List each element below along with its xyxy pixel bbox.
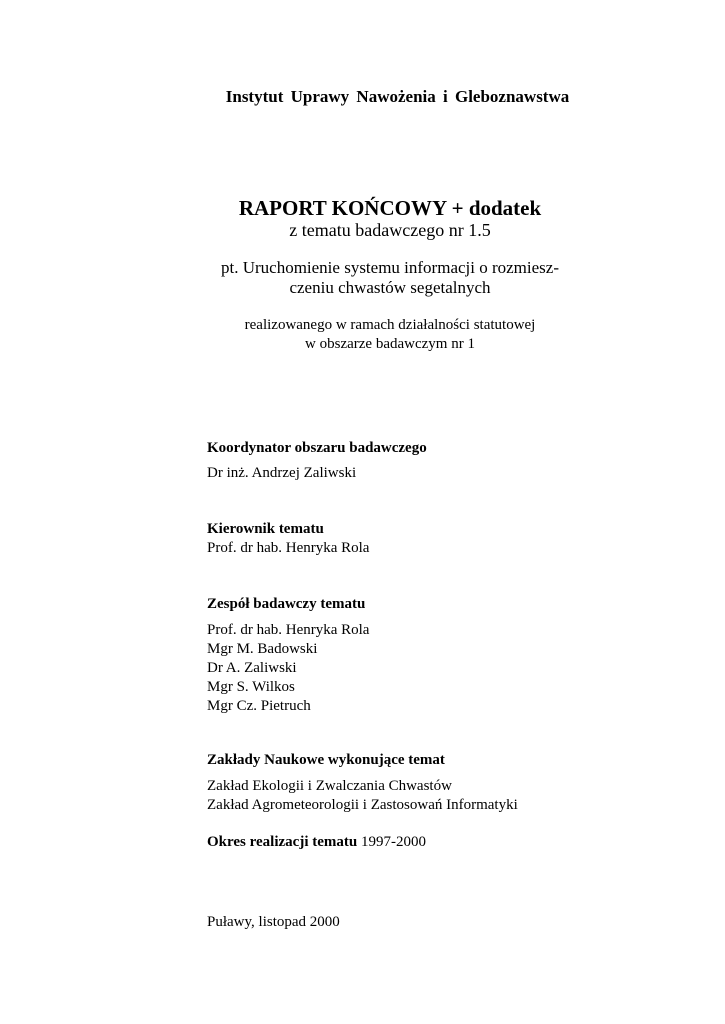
coordinator-name: Dr inż. Andrzej Zaliwski xyxy=(207,465,357,481)
units-list xyxy=(207,777,518,815)
report-subtitle: z tematu badawczego nr 1.5 xyxy=(289,220,491,240)
period-value: 1997-2000 xyxy=(360,834,426,850)
unit-item: Zakład Agrometeorologii i Zastosowań Informatyki xyxy=(207,797,518,813)
team-member: Dr A. Zaliwski xyxy=(207,660,297,676)
coordinator-label: Koordynator obszaru badawczego xyxy=(207,440,427,456)
team-member: Mgr Cz. Pietruch xyxy=(207,698,311,714)
realization-context xyxy=(0,316,725,354)
team-member: Mgr M. Badowski xyxy=(207,641,318,657)
realized-line-1: realizowanego w ramach działalności statutowej xyxy=(244,317,536,333)
leader-label: Kierownik tematu xyxy=(207,521,324,537)
realized-line-2: w obszarze badawczym nr 1 xyxy=(305,336,475,352)
team-members-list xyxy=(207,621,369,716)
units-label: Zakłady Naukowe wykonujące temat xyxy=(207,752,445,768)
team-member: Prof. dr hab. Henryka Rola xyxy=(207,622,370,638)
team-member: Mgr S. Wilkos xyxy=(207,679,295,695)
topic-line-1: pt. Uruchomienie systemu informacji o rozmiesz- xyxy=(220,258,560,277)
place-date: Puławy, listopad 2000 xyxy=(207,914,340,930)
institute-name: Instytut Uprawy Nawożenia i Gleboznawstwa xyxy=(225,87,570,106)
period-line xyxy=(207,834,426,851)
leader-name: Prof. dr hab. Henryka Rola xyxy=(207,540,370,556)
unit-item: Zakład Ekologii i Zwalczania Chwastów xyxy=(207,778,452,794)
report-title: RAPORT KOŃCOWY + dodatek xyxy=(238,196,542,220)
topic-line-2: czeniu chwastów segetalnych xyxy=(289,278,491,297)
period-label: Okres realizacji tematu xyxy=(207,834,358,850)
topic-description xyxy=(0,258,725,298)
team-label: Zespół badawczy tematu xyxy=(207,596,366,612)
